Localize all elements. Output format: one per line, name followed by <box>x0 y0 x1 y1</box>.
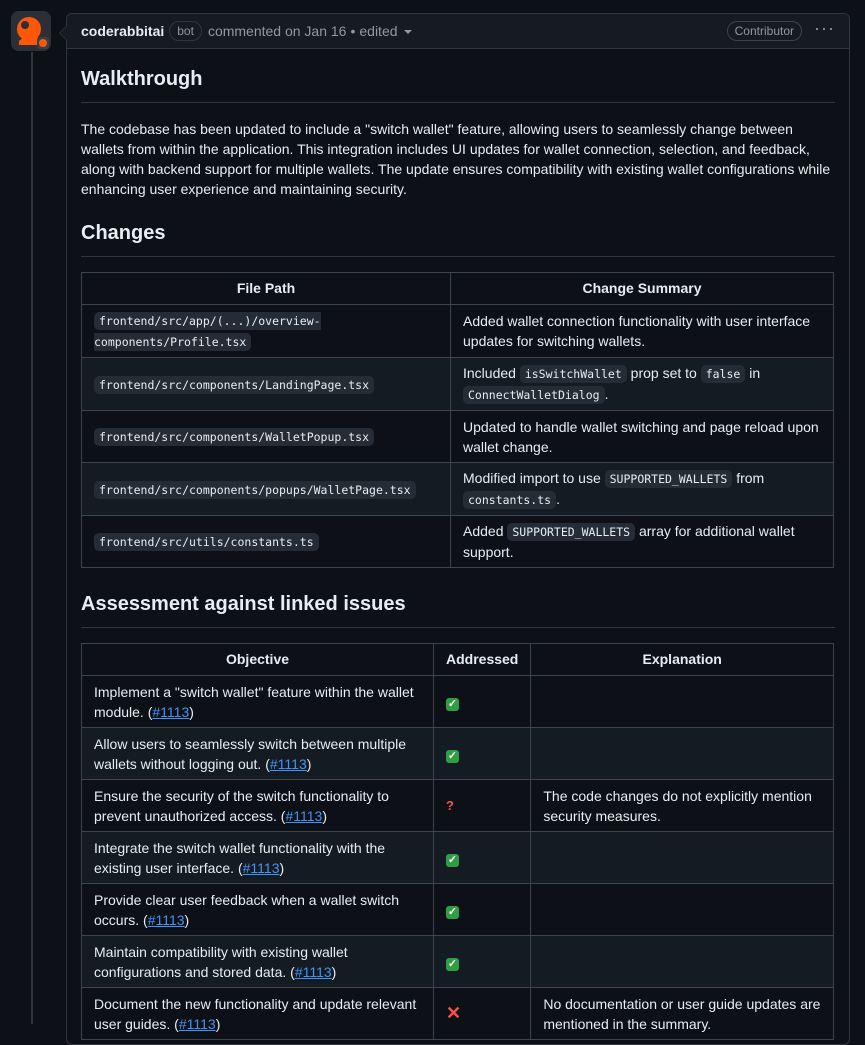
file-path-line: frontend/src/app/(...)/overview- <box>99 314 321 328</box>
objective-text: Document the new functionality and update relevant user guides. <box>94 995 417 1032</box>
summary-text: Added <box>463 523 508 539</box>
objective-cell: Maintain compatibility with existing wallet configurations and stored data. (#1113) <box>82 936 434 988</box>
check-icon: ✓ <box>447 905 458 918</box>
table-row <box>82 936 834 988</box>
change-summary-cell <box>451 463 834 516</box>
check-icon: ✓ <box>447 957 458 970</box>
author-link[interactable]: coderabbitai <box>81 22 165 39</box>
addressed-cell <box>434 832 531 884</box>
objective-cell: Implement a "switch wallet" feature within the wallet module. (#1113) <box>82 676 434 728</box>
summary-text: from <box>732 470 765 486</box>
inline-code: false <box>701 365 746 383</box>
explanation-cell: The code changes do not explicitly mention security measures. <box>531 780 834 832</box>
table-header-row <box>82 273 834 305</box>
table-row <box>82 780 834 832</box>
coderabbit-logo-icon <box>11 11 51 51</box>
column-header-file-path: File Path <box>82 273 451 305</box>
comment-body <box>67 49 849 1040</box>
objective-text: Ensure the security of the switch functionality to prevent unauthorized access. <box>94 787 389 824</box>
walkthrough-heading: Walkthrough <box>81 65 835 103</box>
column-header-objective: Objective <box>82 644 434 676</box>
x-icon: ✕ <box>446 1002 462 1023</box>
table-row <box>82 884 834 936</box>
table-row <box>82 832 834 884</box>
objective-cell: Provide clear user feedback when a wallet switch occurs. (#1113) <box>82 884 434 936</box>
issue-link[interactable]: #1113 <box>178 1015 216 1032</box>
file-path-cell <box>82 305 451 358</box>
change-summary-cell: Added wallet connection functionality with user interface updates for switching wallets. <box>451 305 834 358</box>
assessment-table <box>81 643 834 1040</box>
column-header-addressed: Addressed <box>434 644 531 676</box>
issue-link[interactable]: #1113 <box>269 755 307 772</box>
addressed-cell <box>434 728 531 780</box>
file-path-cell <box>82 463 451 516</box>
issue-link[interactable]: #1113 <box>242 859 280 876</box>
comment-caret <box>59 25 67 41</box>
column-header-explanation: Explanation <box>531 644 834 676</box>
table-row <box>82 988 834 1040</box>
file-path-cell <box>82 411 451 463</box>
table-row <box>82 516 834 568</box>
objective-text: Integrate the switch wallet functionality with the existing user interface. <box>94 839 386 876</box>
walkthrough-text: The codebase has been updated to include a "switch wallet" feature, allowing users to seamlessly change between wallets from within the application. This integration includes UI updates for wallet connection, selection, and feedback, along with backend support for multiple wallets. The update ensures compatibility with existing wallet configurations while enhancing user experience and maintaining security. <box>81 121 831 197</box>
avatar[interactable] <box>11 11 51 51</box>
issue-link[interactable]: #1113 <box>147 911 185 928</box>
summary-text: Included <box>463 365 520 381</box>
comment-box <box>66 13 850 1045</box>
addressed-cell <box>434 988 531 1040</box>
contributor-badge: Contributor <box>727 21 802 41</box>
inline-code: SUPPORTED_WALLETS <box>507 523 635 541</box>
table-header-row <box>82 644 834 676</box>
objective-text: Provide clear user feedback when a wallet switch occurs. <box>94 891 400 928</box>
change-summary-cell <box>451 358 834 411</box>
file-path-cell <box>82 358 451 411</box>
summary-text: . <box>556 491 560 507</box>
addressed-cell <box>434 676 531 728</box>
objective-text: Maintain compatibility with existing wallet configurations and stored data. <box>94 943 348 980</box>
edited-dropdown[interactable] <box>359 21 411 41</box>
issue-link[interactable]: #1113 <box>285 807 323 824</box>
objective-text: Allow users to seamlessly switch between multiple wallets without logging out. <box>94 735 407 772</box>
check-icon: ✓ <box>447 697 458 710</box>
column-header-change-summary: Change Summary <box>451 273 834 305</box>
inline-code: constants.ts <box>463 491 556 509</box>
assessment-table-body <box>82 676 834 1040</box>
table-row <box>82 676 834 728</box>
file-path-cell <box>82 516 451 568</box>
addressed-cell <box>434 780 531 832</box>
edited-label: edited <box>359 22 398 39</box>
summary-text: Modified import to use <box>463 470 605 486</box>
table-row <box>82 358 834 411</box>
summary-text: array for additional wallet support. <box>463 523 795 560</box>
objective-cell: Allow users to seamlessly switch between multiple wallets without logging out. (#1113) <box>82 728 434 780</box>
objective-cell: Ensure the security of the switch functionality to prevent unauthorized access. (#1113) <box>82 780 434 832</box>
timeline-line <box>31 52 33 1024</box>
change-summary-cell <box>451 516 834 568</box>
issue-link[interactable]: #1113 <box>152 703 190 720</box>
file-path-code: frontend/src/components/LandingPage.tsx <box>94 376 374 394</box>
file-path-code: frontend/src/utils/constants.ts <box>94 533 319 551</box>
change-summary-cell: Updated to handle wallet switching and page reload upon wallet change. <box>451 411 834 463</box>
explanation-cell <box>531 728 834 780</box>
explanation-cell <box>531 676 834 728</box>
comment-header <box>67 14 849 49</box>
issue-link[interactable]: #1113 <box>294 963 332 980</box>
table-row <box>82 463 834 516</box>
file-path-line: components/Profile.tsx <box>94 335 247 349</box>
kebab-horizontal-icon[interactable]: ··· <box>814 18 835 38</box>
inline-code: ConnectWalletDialog <box>463 386 605 404</box>
objective-cell: Document the new functionality and update relevant user guides. (#1113) <box>82 988 434 1040</box>
inline-code: isSwitchWallet <box>520 365 627 383</box>
explanation-cell <box>531 832 834 884</box>
explanation-cell <box>531 884 834 936</box>
summary-text: in <box>745 365 761 381</box>
addressed-cell <box>434 884 531 936</box>
summary-text: . <box>604 386 609 402</box>
explanation-cell <box>531 936 834 988</box>
chevron-down-icon <box>404 30 412 34</box>
table-row <box>82 305 834 358</box>
changes-heading: Changes <box>81 219 835 257</box>
file-path-code <box>94 312 321 351</box>
inline-code: SUPPORTED_WALLETS <box>605 470 733 488</box>
check-icon: ✓ <box>447 853 458 866</box>
question-icon: ? <box>446 798 454 813</box>
table-row <box>82 728 834 780</box>
table-row <box>82 411 834 463</box>
file-path-code: frontend/src/components/WalletPopup.tsx <box>94 428 374 446</box>
summary-text: prop set to <box>626 365 701 381</box>
assessment-heading: Assessment against linked issues <box>81 590 835 628</box>
changes-table <box>81 272 834 568</box>
file-path-code: frontend/src/components/popups/WalletPage.tsx <box>94 481 416 499</box>
bot-badge: bot <box>169 21 202 41</box>
comment-meta[interactable]: commented on Jan 16 <box>207 22 347 39</box>
separator-dot: • <box>350 22 356 39</box>
objective-text: Implement a "switch wallet" feature within the wallet module. <box>94 683 414 720</box>
check-icon: ✓ <box>447 749 458 762</box>
objective-cell: Integrate the switch wallet functionality with the existing user interface. (#1113) <box>82 832 434 884</box>
addressed-cell <box>434 936 531 988</box>
explanation-cell: No documentation or user guide updates are mentioned in the summary. <box>531 988 834 1040</box>
